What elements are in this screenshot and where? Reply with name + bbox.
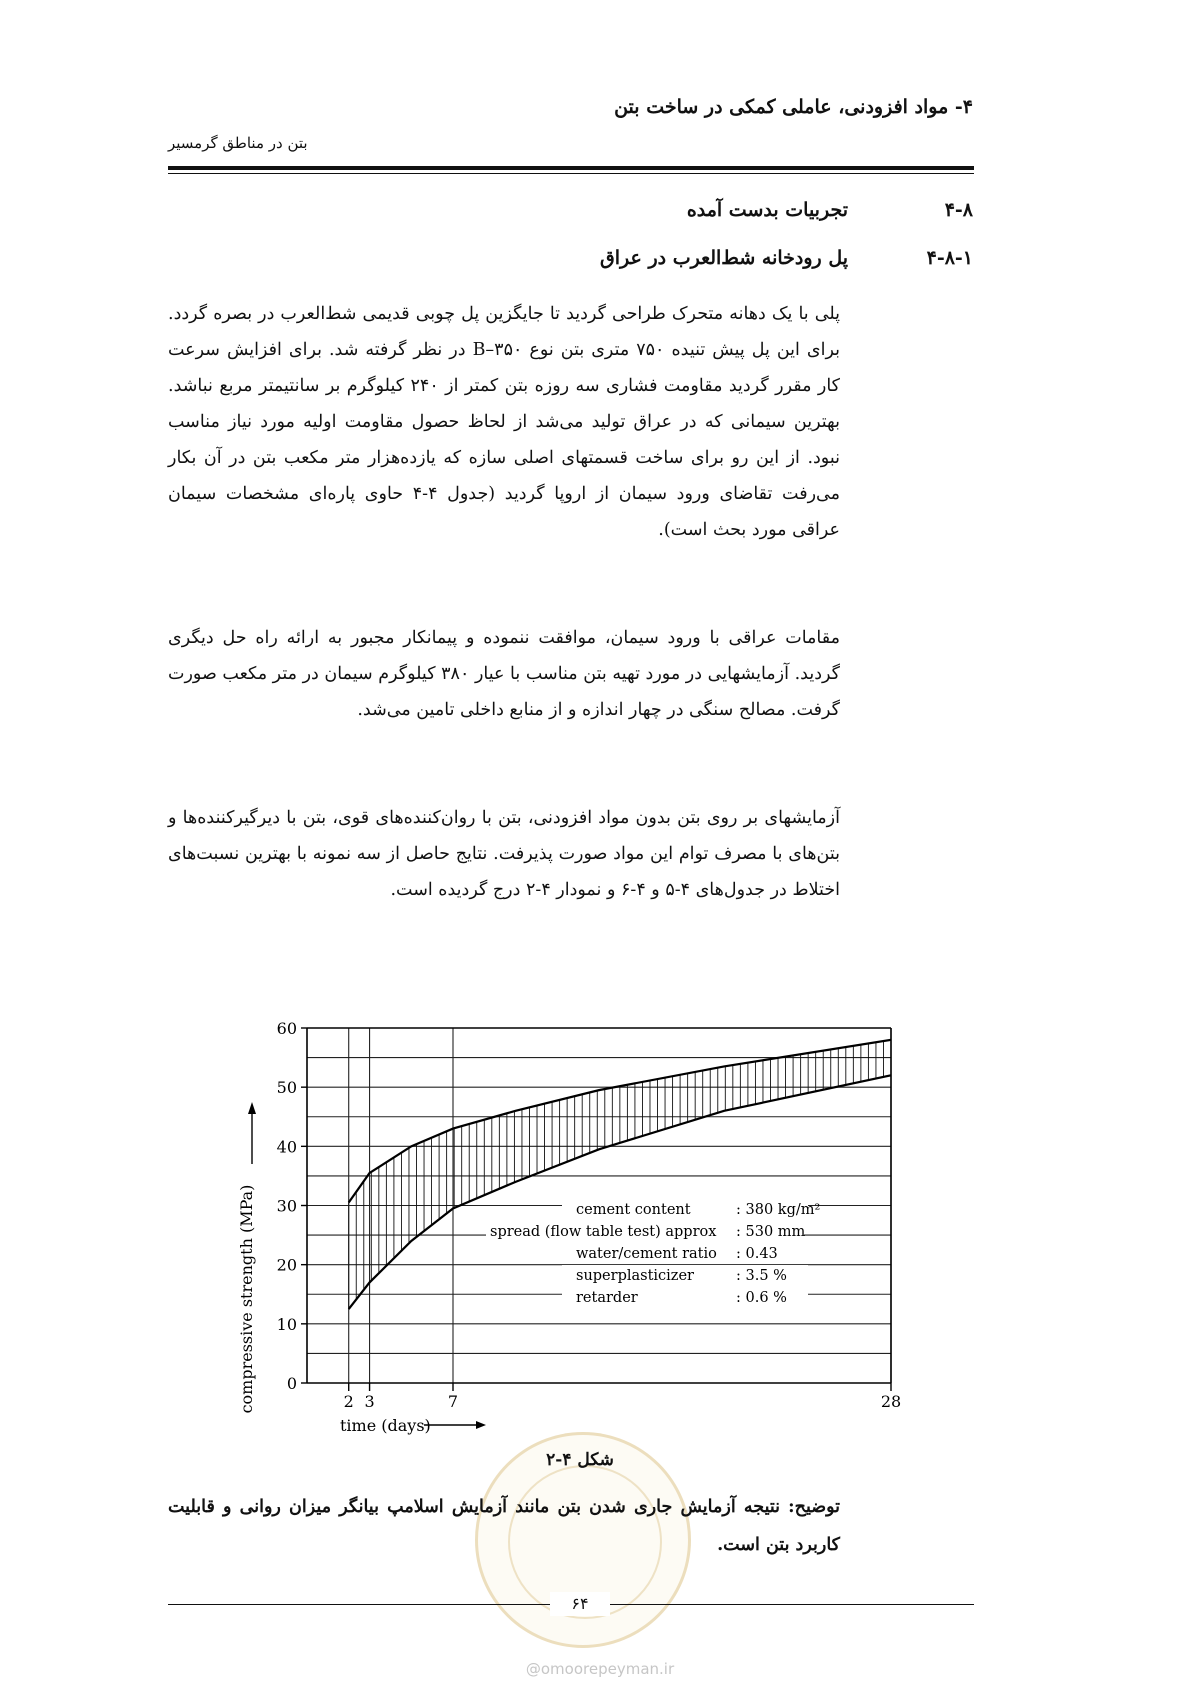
x-axis-arrowhead: [476, 1421, 486, 1429]
x-axis-label: time (days): [340, 1416, 431, 1435]
y-tick-label: 0: [286, 1374, 297, 1393]
strength-chart: [224, 1014, 914, 1444]
page-number: ۶۴: [550, 1592, 610, 1616]
legend-value: : 0.43: [736, 1246, 778, 1262]
legend-value: : 530 mm: [736, 1224, 806, 1240]
watermark-url: @omoorepeyman.ir: [525, 1660, 675, 1678]
book-title: بتن در مناطق گرمسیر: [168, 134, 308, 152]
legend-label: spread (flow table test) approx: [490, 1224, 717, 1240]
header-rule-thick: [168, 166, 974, 170]
section-title: تجربیات بدست آمده: [686, 199, 848, 221]
y-tick-label: 50: [276, 1078, 297, 1098]
figure-caption: شکل ۴-۲: [546, 1450, 614, 1470]
legend-value: : 380 kg/m²: [736, 1202, 821, 1218]
x-tick-label: 3: [364, 1392, 375, 1411]
y-tick-label: 30: [276, 1196, 297, 1216]
chapter-title: ۴- مواد افزودنی، عاملی کمکی در ساخت بتن: [614, 96, 973, 118]
x-tick-label: 28: [880, 1392, 902, 1411]
legend-label: retarder: [576, 1290, 638, 1306]
subsection-number: ۴-۸-۱: [926, 247, 973, 269]
x-tick-label: 2: [343, 1392, 354, 1411]
chart-legend: [486, 1199, 820, 1307]
paragraph-2: مقامات عراقی با ورود سیمان، موافقت ننموده و پیمانکار مجبور به ارائه راه حل دیگری گردید. آزمایشهایی در مورد تهیه بتن مناسب با عیار ۳۸۰ کیلوگرم سیمان در متر مکعب صورت گرفت. مصالح سنگی در چهار اندازه و از منابع داخلی تامین می‌شد.: [168, 628, 840, 720]
y-axis-arrowhead: [248, 1102, 256, 1114]
section-number: ۴-۸: [944, 199, 973, 221]
figure-note: توضیح: نتیجه آزمایش جاری شدن بتن مانند آزمایش اسلامپ بیانگر میزان روانی و قابلیت کاربرد بتن است.: [168, 1497, 840, 1555]
y-tick-label: 60: [276, 1019, 297, 1038]
legend-label: water/cement ratio: [576, 1246, 717, 1262]
paragraph-1: پلی با یک دهانه متحرک طراحی گردید تا جایگزین پل چوبی قدیمی شط‌العرب در بصره گردد. برای این پل پیش تنیده ۷۵۰ متری بتن نوع B–۳۵۰ در نظر گرفته شد. برای افزایش سرعت کار مقرر گردید مقاومت فشاری سه روزه بتن کمتر از ۲۴۰ کیلوگرم بر سانتیمتر مربع نباشد. بهترین سیمانی که در عراق تولید می‌شد از لحاظ حصول مقاومت اولیه مورد نیاز مناسب نبود. از این رو برای ساخت قسمتهای اصلی سازه که یازده‌هزار متر مکعب بتن در آن بکار می‌رفت تقاضای ورود سیمان از اروپا گردید (جدول ۴-۴ حاوی پاره‌ای مشخصات سیمان عراقی مورد بحث است).: [168, 304, 841, 540]
y-tick-label: 40: [276, 1137, 297, 1157]
paragraph-3: آزمایشهای بر روی بتن بدون مواد افزودنی، بتن با روان‌کننده‌های قوی، بتن با دیرگیرکننده‌ها و بتن‌های با مصرف توام این مواد صورت پذیرفت. نتایج حاصل از سه نمونه با بهترین نسبت‌های اختلاط در جدول‌های ۴-۵ و ۴-۶ و نمودار ۴-۲ درج گردیده است.: [168, 808, 840, 900]
legend-label: cement content: [576, 1202, 691, 1218]
subsection-title: پل رودخانه شط‌العرب در عراق: [600, 247, 848, 269]
legend-value: : 3.5 %: [736, 1268, 787, 1284]
x-tick-label: 7: [447, 1392, 459, 1411]
legend-label: superplasticizer: [576, 1268, 694, 1284]
strength-chart-svg: [224, 1014, 914, 1444]
y-axis-label: compressive strength (MPa): [237, 1184, 256, 1414]
y-tick-label: 10: [276, 1314, 297, 1334]
header-rule-thin: [168, 173, 974, 174]
y-tick-label: 20: [276, 1255, 297, 1275]
legend-value: : 0.6 %: [736, 1290, 787, 1306]
